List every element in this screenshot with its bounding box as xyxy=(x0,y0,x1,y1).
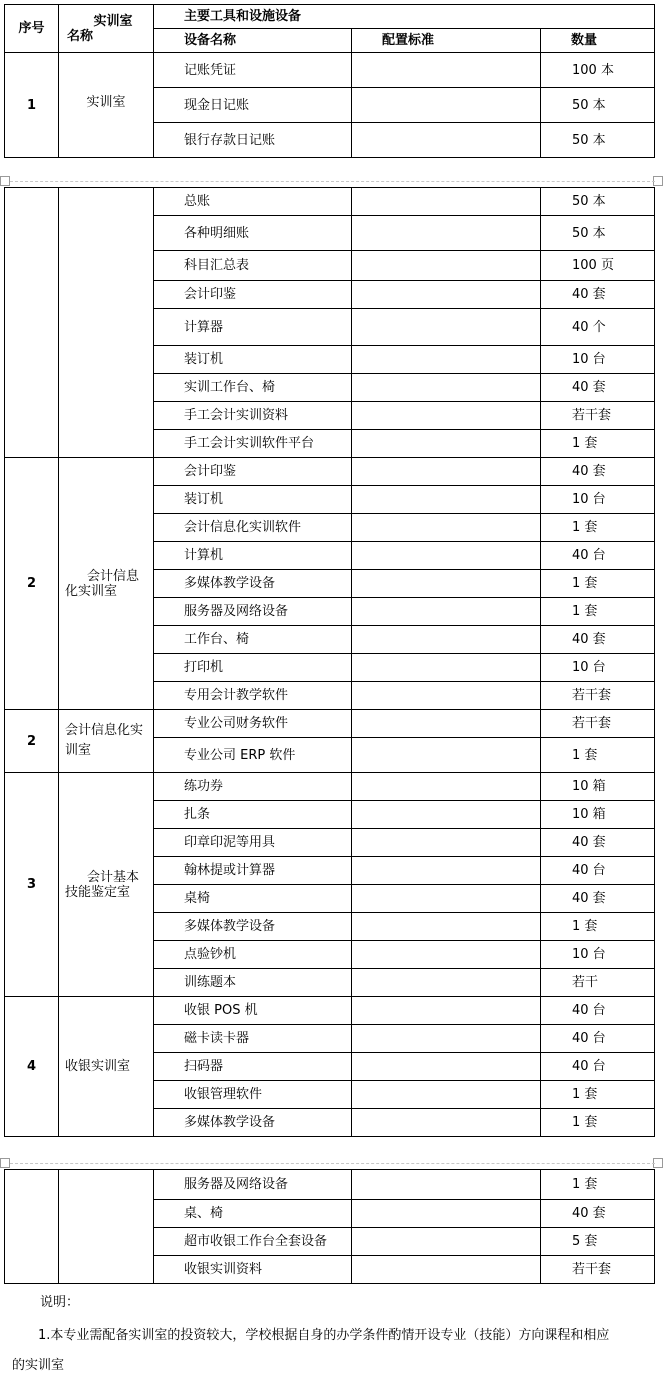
qty-cell: 40 套 xyxy=(541,458,655,486)
notes-line-1: 1.本专业需配备实训室的投资较大，学校根据自身的办学条件酌情开设专业（技能）方向课程和相应 xyxy=(38,1328,610,1343)
equip-item: 服务器及网络设备 xyxy=(154,598,352,626)
equipment-table-part2 xyxy=(4,187,655,1137)
qty-cell: 1 套 xyxy=(541,598,655,626)
equip-item: 会计信息化实训软件 xyxy=(154,514,352,542)
qty-cell: 5 套 xyxy=(541,1228,655,1256)
equip-item: 装订机 xyxy=(154,346,352,374)
qty-cell: 10 箱 xyxy=(541,773,655,801)
config-cell xyxy=(352,1081,541,1109)
header-room-name xyxy=(59,5,154,53)
equip-item: 多媒体教学设备 xyxy=(154,570,352,598)
config-cell xyxy=(352,430,541,458)
equip-item: 现金日记账 xyxy=(154,88,352,123)
config-cell xyxy=(352,857,541,885)
equip-item: 扫码器 xyxy=(154,1053,352,1081)
page-break-line xyxy=(10,1163,655,1164)
equip-item: 超市收银工作台全套设备 xyxy=(154,1228,352,1256)
equip-item: 手工会计实训软件平台 xyxy=(154,430,352,458)
config-cell xyxy=(352,997,541,1025)
config-cell xyxy=(352,801,541,829)
config-cell xyxy=(352,1025,541,1053)
equip-item: 各种明细账 xyxy=(154,216,352,251)
equip-item: 打印机 xyxy=(154,654,352,682)
qty-cell: 40 台 xyxy=(541,1053,655,1081)
equip-item: 总账 xyxy=(154,188,352,216)
config-cell xyxy=(352,773,541,801)
config-cell xyxy=(352,1053,541,1081)
qty-cell: 1 套 xyxy=(541,430,655,458)
equipment-table-part1 xyxy=(4,4,655,158)
row-seq-3: 3 xyxy=(5,773,59,997)
equip-item: 扎条 xyxy=(154,801,352,829)
qty-cell: 40 套 xyxy=(541,885,655,913)
config-cell xyxy=(352,626,541,654)
config-cell xyxy=(352,123,541,158)
notes-title: 说明： xyxy=(40,1295,80,1310)
qty-cell: 40 套 xyxy=(541,1200,655,1228)
header-group-title: 主要工具和设施设备 xyxy=(154,5,655,29)
config-cell xyxy=(352,710,541,738)
page-break-marker-left xyxy=(0,1158,10,1168)
equip-item: 手工会计实训资料 xyxy=(154,402,352,430)
qty-cell: 1 套 xyxy=(541,570,655,598)
config-cell xyxy=(352,1200,541,1228)
equip-item: 装订机 xyxy=(154,486,352,514)
qty-cell: 1 套 xyxy=(541,913,655,941)
qty-cell: 1 套 xyxy=(541,1109,655,1137)
qty-cell: 若干套 xyxy=(541,710,655,738)
row-seq-1: 1 xyxy=(5,53,59,158)
qty-cell: 1 套 xyxy=(541,738,655,773)
config-cell xyxy=(352,309,541,346)
room-name-2b: 会计信息化实训室 xyxy=(59,710,154,773)
equip-item: 训练题本 xyxy=(154,969,352,997)
qty-cell: 1 套 xyxy=(541,1170,655,1200)
config-cell xyxy=(352,514,541,542)
qty-cell: 40 个 xyxy=(541,309,655,346)
equip-item: 桌椅 xyxy=(154,885,352,913)
equip-item: 科目汇总表 xyxy=(154,251,352,281)
equip-item: 翰林提或计算器 xyxy=(154,857,352,885)
qty-cell: 50 本 xyxy=(541,88,655,123)
notes-line-2: 的实训室 xyxy=(12,1358,65,1373)
equip-item: 会计印鉴 xyxy=(154,281,352,309)
qty-cell: 10 台 xyxy=(541,941,655,969)
config-cell xyxy=(352,346,541,374)
row-seq-4: 4 xyxy=(5,997,59,1137)
qty-cell: 40 台 xyxy=(541,997,655,1025)
qty-cell: 40 套 xyxy=(541,281,655,309)
qty-cell: 若干套 xyxy=(541,402,655,430)
config-cell xyxy=(352,486,541,514)
room-name-4-cont xyxy=(59,1170,154,1284)
equipment-table-part3 xyxy=(4,1169,655,1284)
config-cell xyxy=(352,1256,541,1284)
equip-item: 收银 POS 机 xyxy=(154,997,352,1025)
equip-item: 服务器及网络设备 xyxy=(154,1170,352,1200)
qty-cell: 40 台 xyxy=(541,542,655,570)
equip-item: 计算机 xyxy=(154,542,352,570)
equip-item: 磁卡读卡器 xyxy=(154,1025,352,1053)
equip-item: 会计印鉴 xyxy=(154,458,352,486)
equip-item: 实训工作台、椅 xyxy=(154,374,352,402)
config-cell xyxy=(352,1228,541,1256)
config-cell xyxy=(352,941,541,969)
row-seq-2: 2 xyxy=(5,458,59,710)
row-seq-1-cont xyxy=(5,188,59,458)
room-name-2: 会计信息化实训室 xyxy=(59,458,154,710)
equip-item: 印章印泥等用具 xyxy=(154,829,352,857)
qty-cell: 50 本 xyxy=(541,216,655,251)
qty-cell: 40 套 xyxy=(541,374,655,402)
config-cell xyxy=(352,738,541,773)
header-seq: 序号 xyxy=(5,5,59,53)
equip-item: 多媒体教学设备 xyxy=(154,913,352,941)
qty-cell: 100 页 xyxy=(541,251,655,281)
config-cell xyxy=(352,251,541,281)
qty-cell: 40 台 xyxy=(541,857,655,885)
qty-cell: 50 本 xyxy=(541,123,655,158)
config-cell xyxy=(352,374,541,402)
header-room-line2: 名称 xyxy=(67,28,94,44)
equip-item: 练功券 xyxy=(154,773,352,801)
config-cell xyxy=(352,1170,541,1200)
qty-cell: 若干 xyxy=(541,969,655,997)
qty-cell: 50 本 xyxy=(541,188,655,216)
equip-item: 专业公司财务软件 xyxy=(154,710,352,738)
config-cell xyxy=(352,216,541,251)
config-cell xyxy=(352,402,541,430)
room-name-3: 会计基本技能鉴定室 xyxy=(59,773,154,997)
room-name-1: 实训室 xyxy=(59,53,154,158)
config-cell xyxy=(352,654,541,682)
config-cell xyxy=(352,281,541,309)
qty-cell: 10 箱 xyxy=(541,801,655,829)
header-equip-name: 设备名称 xyxy=(154,29,352,53)
config-cell xyxy=(352,1109,541,1137)
config-cell xyxy=(352,913,541,941)
equip-item: 收银管理软件 xyxy=(154,1081,352,1109)
equip-item: 计算器 xyxy=(154,309,352,346)
equip-item: 收银实训资料 xyxy=(154,1256,352,1284)
config-cell xyxy=(352,969,541,997)
row-seq-4-cont xyxy=(5,1170,59,1284)
config-cell xyxy=(352,682,541,710)
config-cell xyxy=(352,542,541,570)
qty-cell: 40 台 xyxy=(541,1025,655,1053)
config-cell xyxy=(352,188,541,216)
equip-item: 多媒体教学设备 xyxy=(154,1109,352,1137)
qty-cell: 若干套 xyxy=(541,682,655,710)
qty-cell: 1 套 xyxy=(541,1081,655,1109)
row-seq-2b: 2 xyxy=(5,710,59,773)
equip-item: 专用会计教学软件 xyxy=(154,682,352,710)
qty-cell: 10 台 xyxy=(541,346,655,374)
config-cell xyxy=(352,829,541,857)
header-room-line1: 实训室 xyxy=(93,13,133,29)
equip-item: 银行存款日记账 xyxy=(154,123,352,158)
room-name-4: 收银实训室 xyxy=(59,997,154,1137)
config-cell xyxy=(352,53,541,88)
equip-item: 专业公司 ERP 软件 xyxy=(154,738,352,773)
qty-cell: 10 台 xyxy=(541,654,655,682)
config-cell xyxy=(352,458,541,486)
equip-item: 工作台、椅 xyxy=(154,626,352,654)
room-name-1-cont xyxy=(59,188,154,458)
qty-cell: 若干套 xyxy=(541,1256,655,1284)
equip-item: 记账凭证 xyxy=(154,53,352,88)
config-cell xyxy=(352,885,541,913)
header-qty: 数量 xyxy=(541,29,655,53)
config-cell xyxy=(352,570,541,598)
qty-cell: 1 套 xyxy=(541,514,655,542)
page-break-line xyxy=(10,181,655,182)
equip-item: 桌、椅 xyxy=(154,1200,352,1228)
qty-cell: 40 套 xyxy=(541,829,655,857)
qty-cell: 100 本 xyxy=(541,53,655,88)
config-cell xyxy=(352,88,541,123)
header-config: 配置标准 xyxy=(352,29,541,53)
config-cell xyxy=(352,598,541,626)
page-break-marker-left xyxy=(0,176,10,186)
qty-cell: 40 套 xyxy=(541,626,655,654)
equip-item: 点验钞机 xyxy=(154,941,352,969)
qty-cell: 10 台 xyxy=(541,486,655,514)
